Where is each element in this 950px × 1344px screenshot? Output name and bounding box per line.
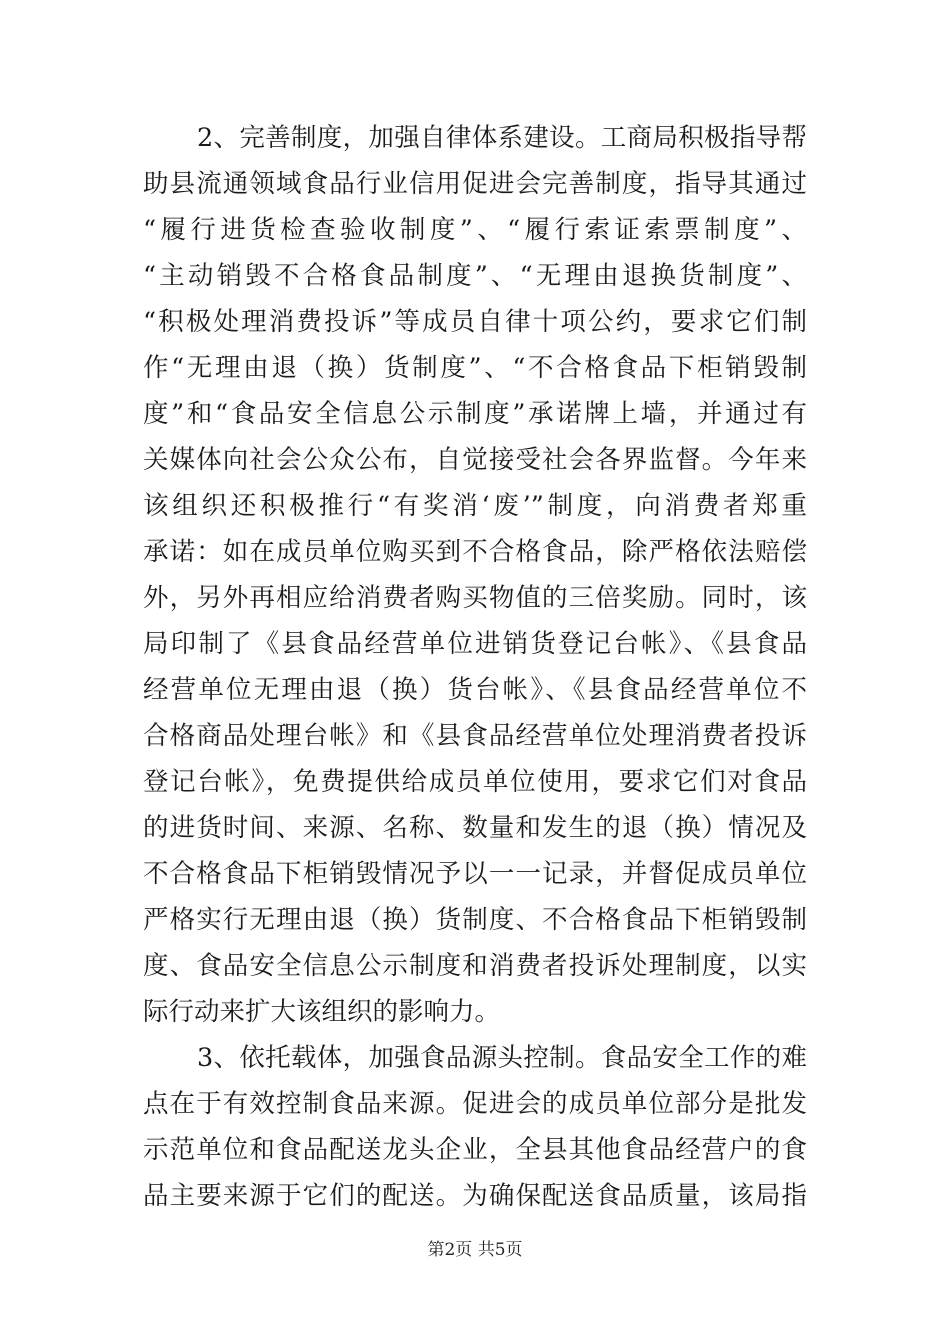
text-line: 示范单位和食品配送龙头企业，全县其他食品经营户的食 bbox=[143, 1135, 807, 1165]
text-line: 承诺：如在成员单位购买到不合格食品，除严格依法赔偿 bbox=[143, 537, 807, 567]
text-line: 点在于有效控制食品来源。促进会的成员单位部分是批发 bbox=[143, 1089, 807, 1119]
text-line: 的进货时间、来源、名称、数量和发生的退（换）情况及 bbox=[143, 813, 807, 843]
page-number-footer: 第2页 共5页 bbox=[427, 1240, 523, 1260]
text-line: 际行动来扩大该组织的影响力。 bbox=[143, 997, 501, 1027]
text-line: 该组织还积极推行“有奖消‘废’”制度，向消费者郑重 bbox=[143, 491, 807, 521]
text-line: 2、完善制度，加强自律体系建设。工商局积极指导帮 bbox=[197, 123, 807, 153]
text-line: “主动销毁不合格食品制度”、“无理由退换货制度”、 bbox=[143, 261, 807, 291]
text-line: 度、食品安全信息公示制度和消费者投诉处理制度，以实 bbox=[143, 951, 807, 981]
text-line: 严格实行无理由退（换）货制度、不合格食品下柜销毁制 bbox=[143, 905, 807, 935]
text-line: 品主要来源于它们的配送。为确保配送食品质量，该局指 bbox=[143, 1181, 807, 1211]
text-line: 局印制了《县食品经营单位进销货登记台帐》、《县食品 bbox=[143, 629, 807, 659]
text-line: 合格商品处理台帐》和《县食品经营单位处理消费者投诉 bbox=[143, 721, 807, 751]
text-line: 外，另外再相应给消费者购买物值的三倍奖励。同时，该 bbox=[143, 583, 807, 613]
text-line: 经营单位无理由退（换）货台帐》、《县食品经营单位不 bbox=[143, 675, 807, 705]
text-line: 关媒体向社会公众公布，自觉接受社会各界监督。今年来 bbox=[143, 445, 807, 475]
text-line: 助县流通领域食品行业信用促进会完善制度，指导其通过 bbox=[143, 169, 807, 199]
text-line: 作“无理由退（换）货制度”、“不合格食品下柜销毁制 bbox=[143, 353, 807, 383]
text-line: 登记台帐》，免费提供给成员单位使用，要求它们对食品 bbox=[143, 767, 807, 797]
text-line: 不合格食品下柜销毁情况予以一一记录，并督促成员单位 bbox=[143, 859, 807, 889]
text-line: 3、依托载体，加强食品源头控制。食品安全工作的难 bbox=[197, 1043, 807, 1073]
text-line: 度”和“食品安全信息公示制度”承诺牌上墙，并通过有 bbox=[143, 399, 807, 429]
text-line: “积极处理消费投诉”等成员自律十项公约，要求它们制 bbox=[143, 307, 807, 337]
text-line: “履行进货检查验收制度”、“履行索证索票制度”、 bbox=[143, 215, 807, 245]
